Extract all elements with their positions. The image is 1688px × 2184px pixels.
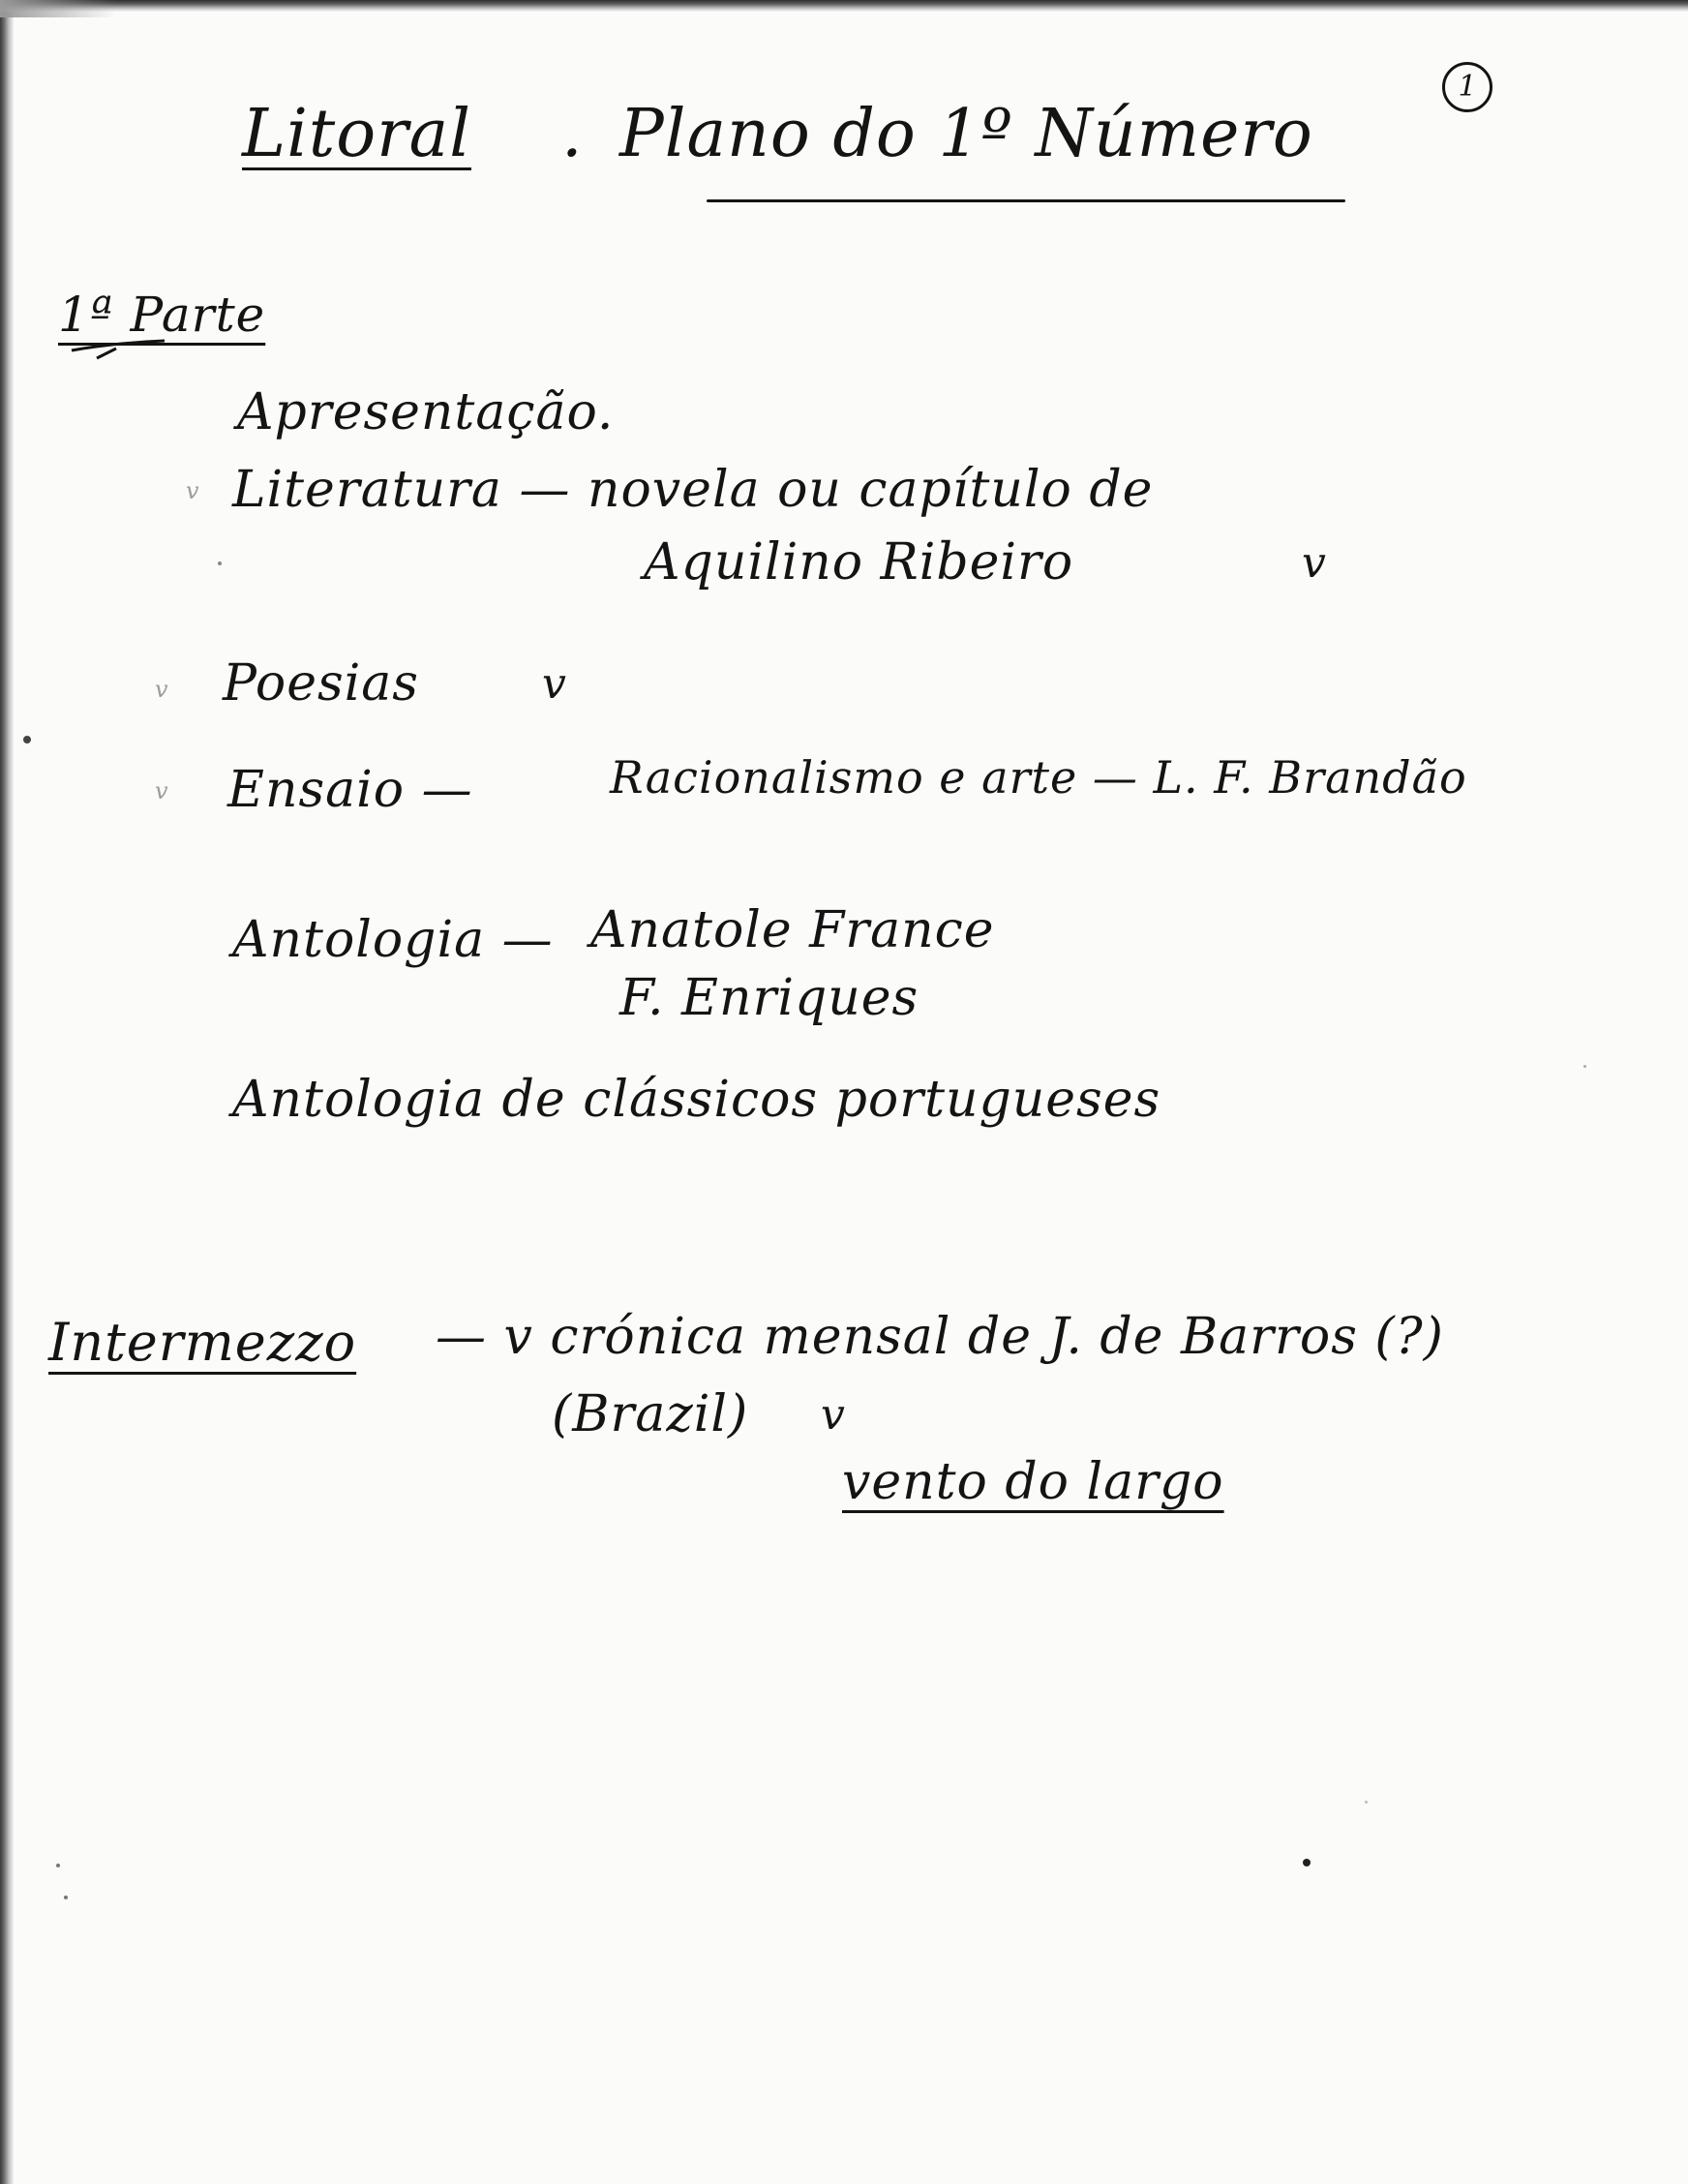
page-number-circle: 1: [1442, 62, 1492, 112]
item-ensaio-mark: v: [155, 777, 169, 804]
scan-speck: [23, 736, 31, 743]
heading-subtitle: Plano do 1º Número: [619, 96, 1313, 172]
intermezzo-line2: (Brazil): [552, 1385, 749, 1443]
heading-separator: .: [561, 96, 584, 172]
scan-edge-corner: [0, 0, 116, 17]
scan-speck: [56, 1864, 60, 1867]
heading-title: Litoral: [242, 96, 471, 172]
item-ensaio-detail: Racionalismo e arte — L. F. Brandão: [610, 751, 1467, 804]
item-apresentacao: Apresentação.: [237, 383, 615, 441]
scan-speck: [1303, 1859, 1311, 1866]
item-literatura-mark: v: [186, 477, 200, 504]
item-poesias-mark: v: [155, 676, 169, 703]
heading-underline: [707, 199, 1345, 202]
item-antologia-author-2: F. Enriques: [619, 969, 919, 1027]
scan-speck: [64, 1896, 68, 1899]
item-literatura: Literatura — novela ou capítulo de: [232, 461, 1154, 519]
item-poesias: Poesias: [223, 654, 419, 713]
item-ensaio: Ensaio —: [227, 761, 473, 819]
intermezzo-tick: v: [821, 1390, 846, 1440]
item-antologia-classicos: Antologia de clássicos portugueses: [232, 1071, 1161, 1129]
item-literatura-author: Aquilino Ribeiro: [644, 533, 1074, 592]
item-literatura-tick: v: [1302, 538, 1327, 588]
scan-speck: [1365, 1801, 1368, 1804]
scan-edge-left: [0, 0, 14, 2184]
item-antologia-author-1: Anatole France: [590, 901, 995, 959]
part-one-label: 1ª Parte: [58, 287, 266, 343]
scan-speck: [1583, 1065, 1586, 1068]
arrow-icon: [68, 329, 174, 368]
scan-edge-top: [0, 0, 1688, 12]
item-antologia: Antologia —: [232, 911, 554, 969]
intermezzo-label: Intermezzo: [48, 1312, 357, 1373]
intermezzo-sub: vento do largo: [842, 1453, 1224, 1511]
item-poesias-tick: v: [542, 659, 567, 709]
scan-speck: [218, 561, 222, 565]
intermezzo-text: — v crónica mensal de J. de Barros (?): [436, 1308, 1444, 1366]
